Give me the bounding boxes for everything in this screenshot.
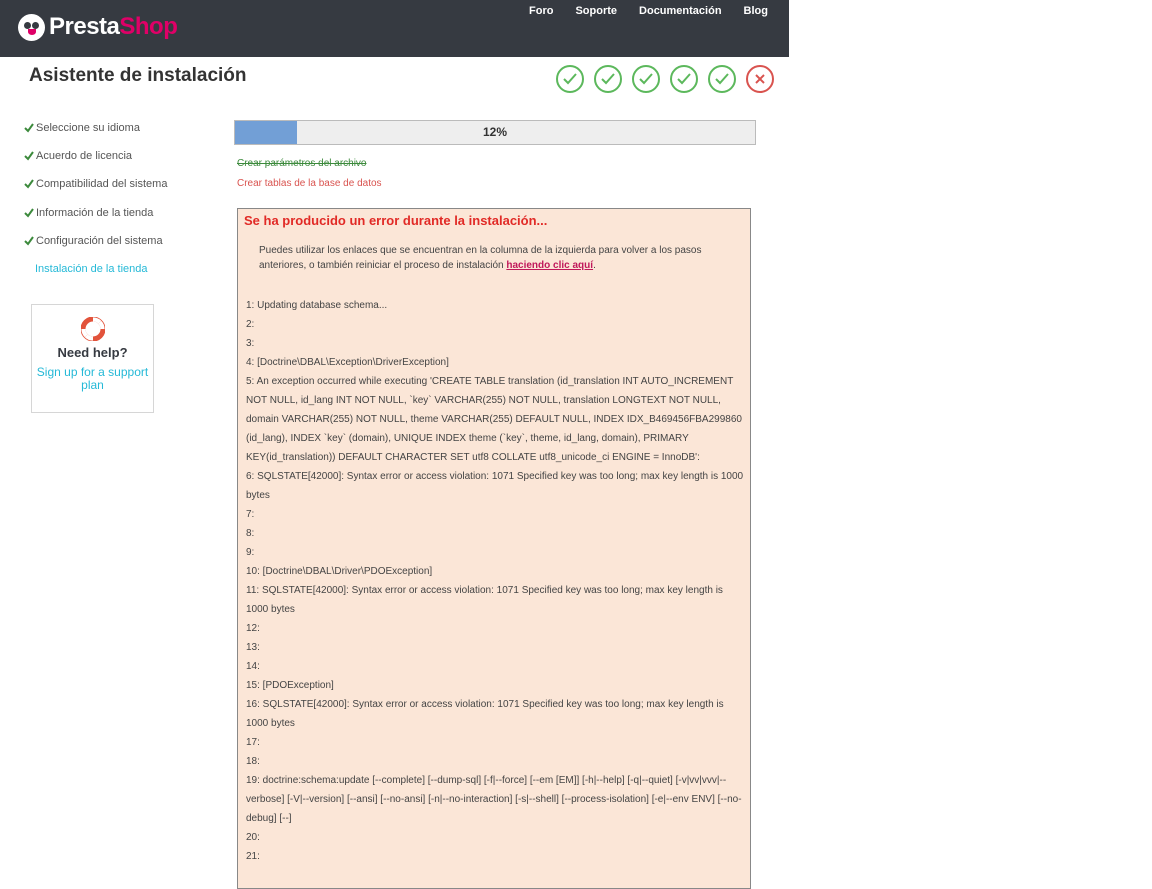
prestashop-logo[interactable] bbox=[18, 13, 177, 41]
checkmark-icon bbox=[24, 123, 35, 133]
checkmark-icon bbox=[24, 179, 35, 189]
log-line: 15: [PDOException] bbox=[246, 680, 334, 691]
sidebar-item-label: Compatibilidad del sistema bbox=[36, 178, 168, 191]
log-line: 14: bbox=[246, 661, 260, 672]
install-progress-bar bbox=[234, 120, 756, 145]
logo-text-shop: Shop bbox=[119, 13, 178, 40]
logo-text-presta: Presta bbox=[49, 13, 120, 40]
task-failed: Crear tablas de la base de datos bbox=[237, 178, 382, 189]
sidebar-item-idioma[interactable] bbox=[24, 114, 224, 142]
log-line: 11: SQLSTATE[42000]: Syntax error or access violation: 1071 Specified key was too long; max key length is 1000 bytes bbox=[246, 585, 723, 615]
sidebar-steps bbox=[24, 114, 224, 283]
error-intro bbox=[259, 243, 739, 273]
sidebar-item-label: Información de la tienda bbox=[36, 206, 154, 219]
log-line: 12: bbox=[246, 623, 260, 634]
error-intro-text: Puedes utilizar los enlaces que se encuentran en la columna de la izquierda para volver a los pasos anteriores, o también reiniciar el proceso de instalación bbox=[259, 245, 702, 271]
task-completed: Crear parámetros del archivo bbox=[237, 158, 367, 169]
step-status-indicators bbox=[556, 65, 774, 93]
sidebar-item-label: Acuerdo de licencia bbox=[36, 150, 133, 163]
checkmark-icon bbox=[24, 151, 35, 161]
log-line: 9: bbox=[246, 547, 255, 558]
logo-text bbox=[49, 13, 177, 41]
log-line: 18: bbox=[246, 756, 260, 767]
log-line: 7: bbox=[246, 509, 255, 520]
sidebar-item-label: Configuración del sistema bbox=[36, 234, 163, 247]
log-line: 8: bbox=[246, 528, 255, 539]
log-line: 20: bbox=[246, 832, 260, 843]
error-title: Se ha producido un error durante la instalación... bbox=[244, 213, 548, 228]
restart-install-link[interactable]: haciendo clic aquí bbox=[506, 260, 594, 271]
sidebar-item-licencia[interactable] bbox=[24, 142, 224, 170]
sidebar-item-label: Seleccione su idioma bbox=[36, 122, 140, 135]
step-done-icon bbox=[708, 65, 736, 93]
nav-link-foro[interactable]: Foro bbox=[529, 5, 554, 17]
checkmark-icon bbox=[24, 208, 35, 218]
top-nav bbox=[518, 5, 768, 17]
log-line: 13: bbox=[246, 642, 260, 653]
error-panel bbox=[237, 208, 751, 889]
top-header bbox=[0, 0, 789, 57]
log-line: 2: bbox=[246, 319, 255, 330]
help-box bbox=[31, 304, 154, 413]
log-line: 1: Updating database schema... bbox=[246, 300, 388, 311]
log-line: 16: SQLSTATE[42000]: Syntax error or access violation: 1071 Specified key was too long; max key length is 1000 bytes bbox=[246, 699, 724, 729]
error-intro-end: . bbox=[593, 260, 596, 271]
lifebuoy-icon bbox=[81, 317, 105, 341]
step-done-icon bbox=[670, 65, 698, 93]
log-line: 17: bbox=[246, 737, 260, 748]
step-done-icon bbox=[632, 65, 660, 93]
sidebar-item-configuracion[interactable] bbox=[24, 227, 224, 255]
log-line: 4: [Doctrine\DBAL\Exception\DriverException] bbox=[246, 357, 449, 368]
sidebar-item-compatibilidad[interactable] bbox=[24, 170, 224, 198]
sidebar-item-label: Instalación de la tienda bbox=[35, 263, 148, 276]
log-line: 19: doctrine:schema:update [--complete] [--dump-sql] [-f|--force] [--em [EM]] [-h|--help] [-q|--quiet] [-v|vv|vvv|--verbose] [-V|--version] [--ansi] [--no-ansi] [-n|--no-interaction] [-s|--shell] [--process-isolation] [-e|--env ENV] [--no-debug] [--] bbox=[246, 775, 742, 824]
error-log bbox=[246, 296, 746, 866]
sidebar-item-tienda-info[interactable] bbox=[24, 199, 224, 227]
log-line: 10: [Doctrine\DBAL\Driver\PDOException] bbox=[246, 566, 433, 577]
nav-link-documentacion[interactable]: Documentación bbox=[639, 5, 722, 17]
step-done-icon bbox=[594, 65, 622, 93]
log-line: 3: bbox=[246, 338, 255, 349]
help-title: Need help? bbox=[57, 345, 128, 360]
support-plan-link[interactable]: Sign up for a support plan bbox=[36, 365, 149, 392]
log-line: 5: An exception occurred while executing 'CREATE TABLE translation (id_translation INT AUTO_INCREMENT NOT NULL, id_lang INT NOT NULL, `key` VARCHAR(255) NOT NULL, translation LONGTEXT NOT NULL, domain VARCHAR(255) NOT NULL, theme VARCHAR(255) DEFAULT NULL, INDEX IDX_B469456FBA299860 (id_lang), INDEX `key` (domain), UNIQUE INDEX theme (`key`, theme, id_lang, domain), PRIMARY KEY(id_translation)) DEFAULT CHARACTER SET utf8 COLLATE utf8_unicode_ci ENGINE = InnoDB': bbox=[246, 376, 742, 463]
puffin-logo-icon bbox=[18, 14, 45, 41]
log-line: 21: bbox=[246, 851, 260, 862]
page-title: Asistente de instalación bbox=[29, 65, 247, 86]
sidebar-item-instalacion[interactable] bbox=[24, 255, 224, 283]
step-done-icon bbox=[556, 65, 584, 93]
nav-link-blog[interactable]: Blog bbox=[743, 5, 768, 17]
step-error-icon bbox=[746, 65, 774, 93]
nav-link-soporte[interactable]: Soporte bbox=[575, 5, 618, 17]
checkmark-icon bbox=[24, 236, 35, 246]
progress-percent: 12% bbox=[482, 125, 508, 139]
log-line: 6: SQLSTATE[42000]: Syntax error or access violation: 1071 Specified key was too long; max key length is 1000 bytes bbox=[246, 471, 744, 501]
